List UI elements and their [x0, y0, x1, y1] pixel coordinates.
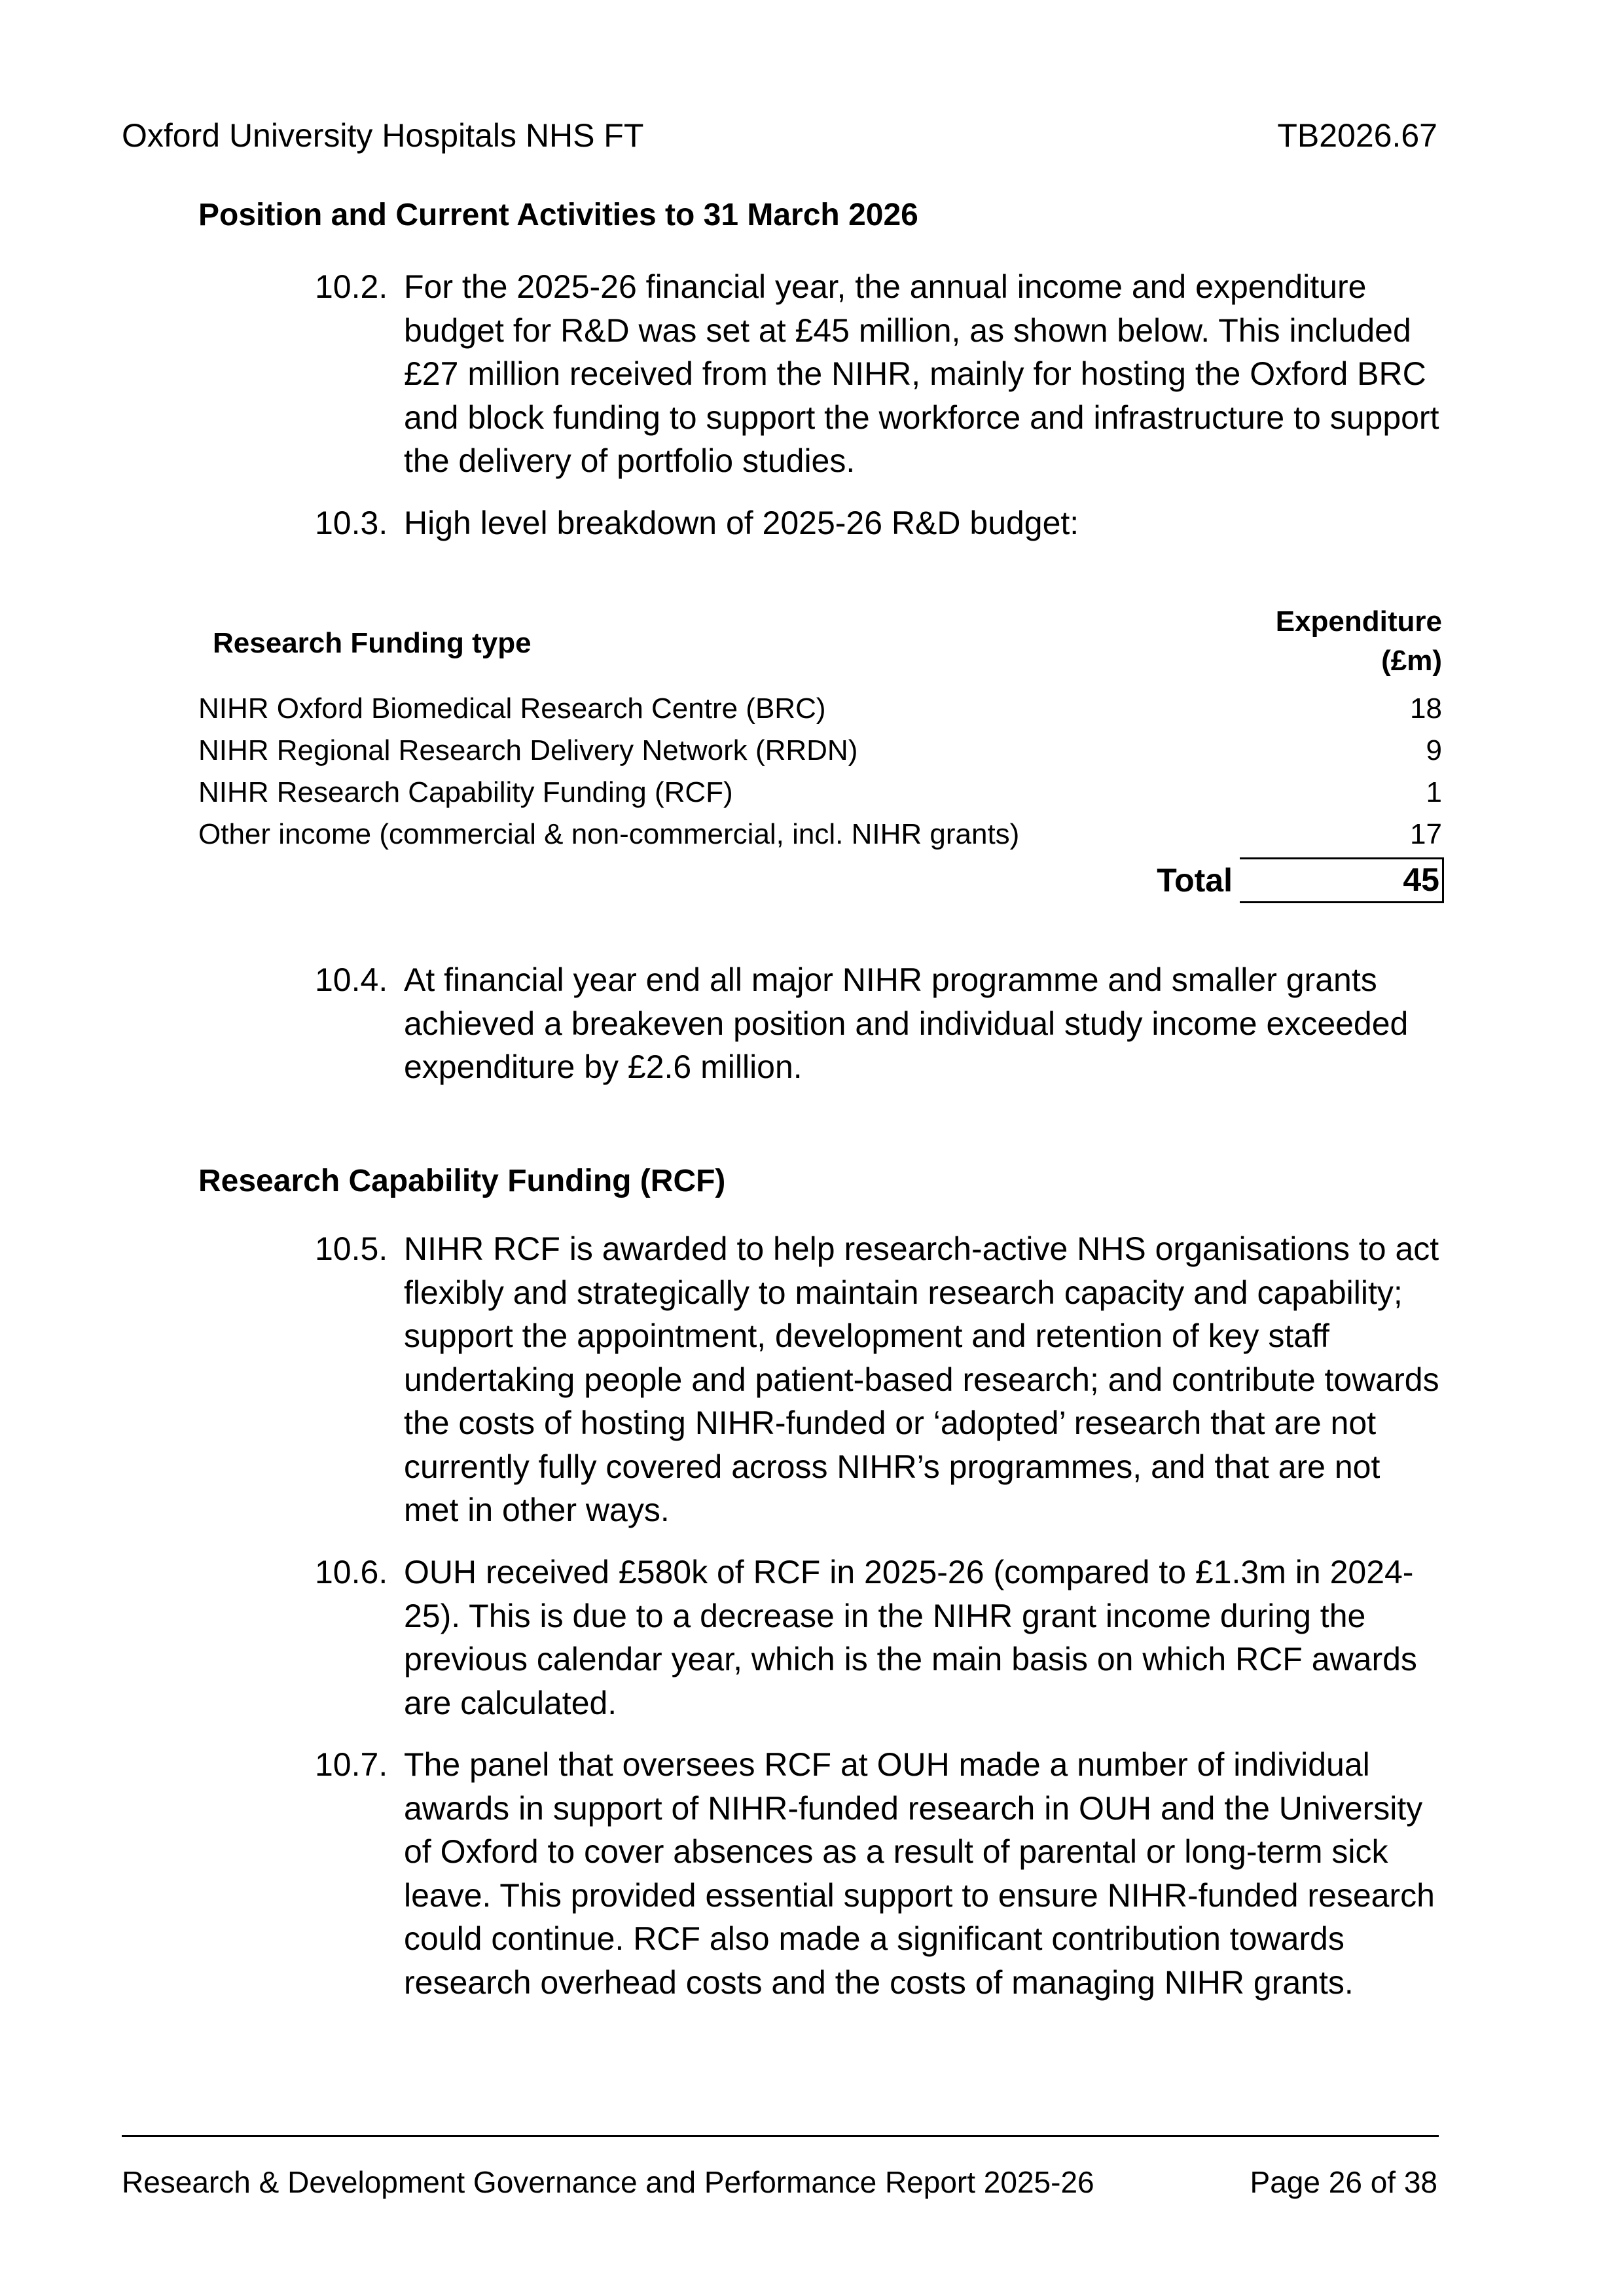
paragraph-text: The panel that oversees RCF at OUH made a number of individual awards in support of NIHR-funded research in OUH and the University of Oxford to cover absences as a result of parental or long-term sick leave. This provided essential support to ensure NIHR-funded research could continue. RCF also made a significant contribution towards research overhead costs and the costs of managing NIHR grants. [404, 1746, 1435, 2001]
paragraph-number: 10.7. [315, 1746, 388, 1783]
header-organisation: Oxford University Hospitals NHS FT [122, 117, 644, 154]
total-label: Total [1157, 862, 1233, 899]
paragraph-number: 10.6. [315, 1554, 388, 1590]
page-footer [122, 2161, 1437, 2203]
footer-page-number: Page 26 of 38 [1250, 2165, 1437, 2199]
paragraph-10-2 [315, 265, 1441, 483]
header-reference: TB2026.67 [1277, 117, 1437, 154]
paragraph-number: 10.3. [315, 505, 388, 541]
paragraph-text: At financial year end all major NIHR programme and smaller grants achieved a breakeven position and individual study income exceeded expenditure by £2.6 million. [404, 961, 1409, 1085]
paragraph-text: NIHR RCF is awarded to help research-active NHS organisations to act flexibly and strategically to maintain research capacity and capability; support the appointment, development and retention of key staff undertaking people and patient-based research; and contribute towards the costs of hosting NIHR-funded or ‘adopted’ research that are not currently fully covered across NIHR’s programmes, and that are not met in other ways. [404, 1230, 1439, 1528]
row-funding-type: NIHR Oxford Biomedical Research Centre (BRC) [198, 692, 826, 725]
table-row [198, 772, 1442, 814]
paragraph-number: 10.2. [315, 268, 388, 305]
table-row [198, 814, 1442, 855]
paragraph-10-4 [315, 958, 1441, 1089]
total-value: 45 [1240, 857, 1444, 903]
table-row [198, 688, 1442, 730]
paragraph-number: 10.4. [315, 961, 388, 998]
paragraph-10-6 [315, 1551, 1441, 1725]
paragraph-10-7 [315, 1743, 1441, 2004]
column-header-expenditure [1276, 602, 1442, 681]
column-header-funding-type: Research Funding type [213, 627, 532, 659]
column-header-expenditure-unit: (£m) [1381, 645, 1442, 677]
column-header-expenditure-line1: Expenditure [1275, 605, 1442, 637]
paragraph-text: High level breakdown of 2025-26 R&D budget: [404, 505, 1079, 541]
section-heading-rcf: Research Capability Funding (RCF) [198, 1164, 726, 1198]
section-heading-position: Position and Current Activities to 31 March 2026 [198, 198, 918, 232]
footer-report-title: Research & Development Governance and Performance Report 2025-26 [122, 2165, 1094, 2199]
paragraph-10-3 [315, 501, 1441, 545]
row-expenditure: 1 [1426, 776, 1442, 808]
paragraph-text: For the 2025-26 financial year, the annual income and expenditure budget for R&D was set at £45 million, as shown below. This included £27 million received from the NIHR, mainly for hosting the Oxford BRC and block funding to support the workforce and infrastructure to support the delivery of portfolio studies. [404, 268, 1439, 479]
row-funding-type: NIHR Regional Research Delivery Network (RRDN) [198, 734, 858, 766]
row-expenditure: 9 [1426, 734, 1442, 766]
page-header [122, 113, 1437, 158]
paragraph-10-5 [315, 1227, 1441, 1532]
paragraph-text: OUH received £580k of RCF in 2025-26 (compared to £1.3m in 2024-25). This is due to a decrease in the NIHR grant income during the previous calendar year, which is the main basis on which RCF awards are calculated. [404, 1554, 1417, 1721]
row-expenditure: 17 [1410, 818, 1442, 850]
footer-divider [122, 2135, 1439, 2137]
table-row [198, 730, 1442, 772]
paragraph-number: 10.5. [315, 1230, 388, 1267]
row-expenditure: 18 [1410, 692, 1442, 725]
row-funding-type: Other income (commercial & non-commercial, incl. NIHR grants) [198, 818, 1020, 850]
row-funding-type: NIHR Research Capability Funding (RCF) [198, 776, 733, 808]
